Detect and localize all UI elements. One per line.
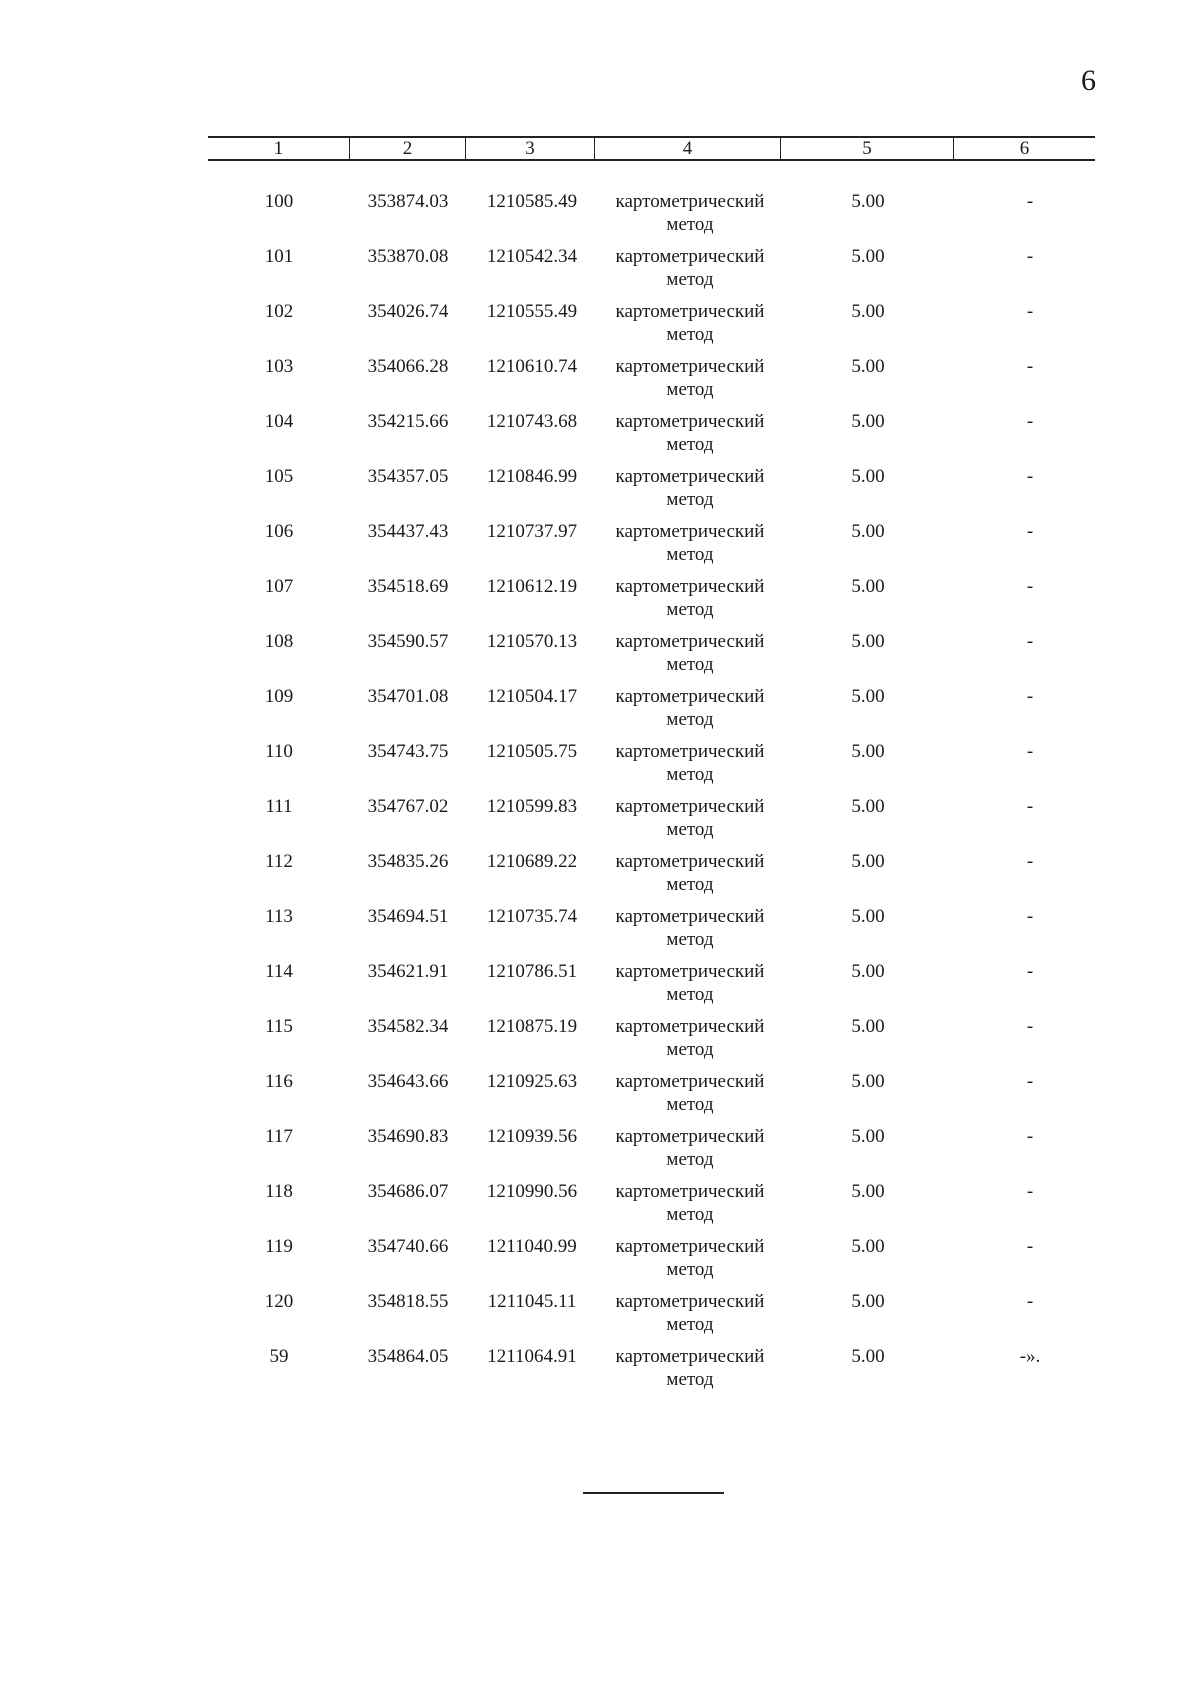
table-body [0,190,1200,1400]
y-coordinate: 1211040.99 [487,1236,577,1257]
method-text: картометрический метод [615,686,765,730]
table-row [0,685,1200,740]
description-value: - [1026,466,1034,487]
accuracy-value: 5.00 [851,191,885,212]
accuracy-value: 5.00 [851,301,885,322]
description-value: - [1026,301,1034,322]
y-coordinate: 1210925.63 [486,1071,578,1092]
table-row [0,630,1200,685]
accuracy-value: 5.00 [851,1071,885,1092]
accuracy-value: 5.00 [851,1291,885,1312]
table-row [0,1290,1200,1345]
row-number: 113 [265,906,293,927]
method-text: картометрический метод [615,631,765,675]
table-row [0,1125,1200,1180]
method-text: картометрический метод [615,356,765,400]
table-row [0,1235,1200,1290]
x-coordinate: 354767.02 [367,796,449,817]
row-number: 117 [265,1126,293,1147]
description-value: - [1026,1236,1034,1257]
row-number: 105 [264,466,294,487]
accuracy-value: 5.00 [851,576,885,597]
table-row [0,1070,1200,1125]
description-value: - [1026,906,1034,927]
description-value: - [1026,686,1034,707]
row-number: 111 [265,796,293,817]
y-coordinate: 1210610.74 [486,356,578,377]
method-text: картометрический метод [615,741,765,785]
y-coordinate: 1210542.34 [486,246,578,267]
method-text: картометрический метод [615,851,765,895]
method-text: картометрический метод [615,521,765,565]
table-row [0,1180,1200,1235]
row-number: 106 [264,521,294,542]
table-row [0,740,1200,795]
accuracy-value: 5.00 [851,906,885,927]
table-row [0,245,1200,300]
table-row [0,190,1200,245]
table-row [0,905,1200,960]
x-coordinate: 353870.08 [367,246,449,267]
x-coordinate: 354357.05 [367,466,449,487]
x-coordinate: 354437.43 [367,521,449,542]
y-coordinate: 1210735.74 [486,906,578,927]
row-number: 107 [264,576,294,597]
row-number: 100 [264,191,294,212]
table-row [0,1345,1200,1400]
row-number: 59 [269,1346,289,1367]
header-cell: 1 [208,138,350,159]
row-number: 119 [265,1236,293,1257]
accuracy-value: 5.00 [851,851,885,872]
description-value: - [1026,521,1034,542]
method-text: картометрический метод [615,961,765,1005]
accuracy-value: 5.00 [851,1236,885,1257]
accuracy-value: 5.00 [851,1126,885,1147]
x-coordinate: 354701.08 [367,686,449,707]
description-value: - [1026,191,1034,212]
row-number: 118 [265,1181,293,1202]
row-number: 112 [265,851,293,872]
accuracy-value: 5.00 [851,796,885,817]
x-coordinate: 354621.91 [367,961,449,982]
header-cell: 4 [595,138,781,159]
y-coordinate: 1210555.49 [486,301,578,322]
row-number: 114 [265,961,293,982]
y-coordinate: 1210599.83 [486,796,578,817]
row-number: 102 [264,301,294,322]
x-coordinate: 354835.26 [367,851,449,872]
method-text: картометрический метод [615,1071,765,1115]
y-coordinate: 1210737.97 [486,521,578,542]
y-coordinate: 1211064.91 [487,1346,577,1367]
x-coordinate: 354643.66 [367,1071,449,1092]
y-coordinate: 1210846.99 [486,466,578,487]
header-cell: 3 [466,138,595,159]
method-text: картометрический метод [615,466,765,510]
y-coordinate: 1210689.22 [486,851,578,872]
y-coordinate: 1210990.56 [486,1181,578,1202]
row-number: 115 [265,1016,293,1037]
method-text: картометрический метод [615,411,765,455]
method-text: картометрический метод [615,1016,765,1060]
method-text: картометрический метод [615,1346,765,1390]
method-text: картометрический метод [615,191,765,235]
x-coordinate: 353874.03 [367,191,449,212]
table-row [0,355,1200,410]
x-coordinate: 354026.74 [367,301,449,322]
method-text: картометрический метод [615,906,765,950]
accuracy-value: 5.00 [851,466,885,487]
description-value: - [1026,356,1034,377]
x-coordinate: 354518.69 [367,576,449,597]
description-value: - [1026,1016,1034,1037]
y-coordinate: 1210875.19 [486,1016,578,1037]
method-text: картометрический метод [615,1236,765,1280]
x-coordinate: 354740.66 [367,1236,449,1257]
row-number: 120 [264,1291,294,1312]
accuracy-value: 5.00 [851,521,885,542]
x-coordinate: 354686.07 [367,1181,449,1202]
row-number: 104 [264,411,294,432]
x-coordinate: 354743.75 [367,741,449,762]
y-coordinate: 1210585.49 [486,191,578,212]
accuracy-value: 5.00 [851,686,885,707]
y-coordinate: 1210504.17 [486,686,578,707]
description-value: - [1026,851,1034,872]
accuracy-value: 5.00 [851,356,885,377]
y-coordinate: 1210505.75 [486,741,578,762]
method-text: картометрический метод [615,1291,765,1335]
accuracy-value: 5.00 [851,1346,885,1367]
x-coordinate: 354690.83 [367,1126,449,1147]
y-coordinate: 1210786.51 [486,961,578,982]
header-cell: 2 [350,138,466,159]
y-coordinate: 1210570.13 [486,631,578,652]
y-coordinate: 1210612.19 [486,576,578,597]
x-coordinate: 354590.57 [367,631,449,652]
y-coordinate: 1210743.68 [486,411,578,432]
row-number: 108 [264,631,294,652]
x-coordinate: 354066.28 [367,356,449,377]
description-value: - [1026,796,1034,817]
accuracy-value: 5.00 [851,741,885,762]
method-text: картометрический метод [615,796,765,840]
method-text: картометрический метод [615,246,765,290]
table-row [0,850,1200,905]
description-value: - [1026,246,1034,267]
description-value: - [1026,1291,1034,1312]
table-row [0,300,1200,355]
description-value: - [1026,1181,1034,1202]
y-coordinate: 1210939.56 [486,1126,578,1147]
method-text: картометрический метод [615,1126,765,1170]
description-value: - [1026,576,1034,597]
table-row [0,410,1200,465]
description-value: - [1026,411,1034,432]
x-coordinate: 354694.51 [367,906,449,927]
description-value: - [1026,1071,1034,1092]
table-header [208,136,1095,161]
row-number: 109 [264,686,294,707]
method-text: картометрический метод [615,1181,765,1225]
description-value: - [1026,631,1034,652]
footer-divider [583,1492,724,1494]
y-coordinate: 1211045.11 [487,1291,577,1312]
description-value: - [1026,1126,1034,1147]
table-row [0,575,1200,630]
description-value: - [1026,961,1034,982]
page-number: 6 [1081,64,1096,97]
description-value: -». [1019,1346,1041,1367]
table-row [0,520,1200,575]
header-cell: 5 [781,138,954,159]
x-coordinate: 354864.05 [367,1346,449,1367]
row-number: 110 [265,741,293,762]
x-coordinate: 354582.34 [367,1016,449,1037]
accuracy-value: 5.00 [851,246,885,267]
method-text: картометрический метод [615,301,765,345]
row-number: 103 [264,356,294,377]
accuracy-value: 5.00 [851,961,885,982]
method-text: картометрический метод [615,576,765,620]
row-number: 101 [264,246,294,267]
row-number: 116 [265,1071,293,1092]
accuracy-value: 5.00 [851,1181,885,1202]
table-row [0,795,1200,850]
accuracy-value: 5.00 [851,631,885,652]
accuracy-value: 5.00 [851,411,885,432]
description-value: - [1026,741,1034,762]
table-row [0,960,1200,1015]
x-coordinate: 354818.55 [367,1291,449,1312]
accuracy-value: 5.00 [851,1016,885,1037]
table-row [0,1015,1200,1070]
x-coordinate: 354215.66 [367,411,449,432]
header-cell: 6 [1019,138,1030,159]
table-row [0,465,1200,520]
